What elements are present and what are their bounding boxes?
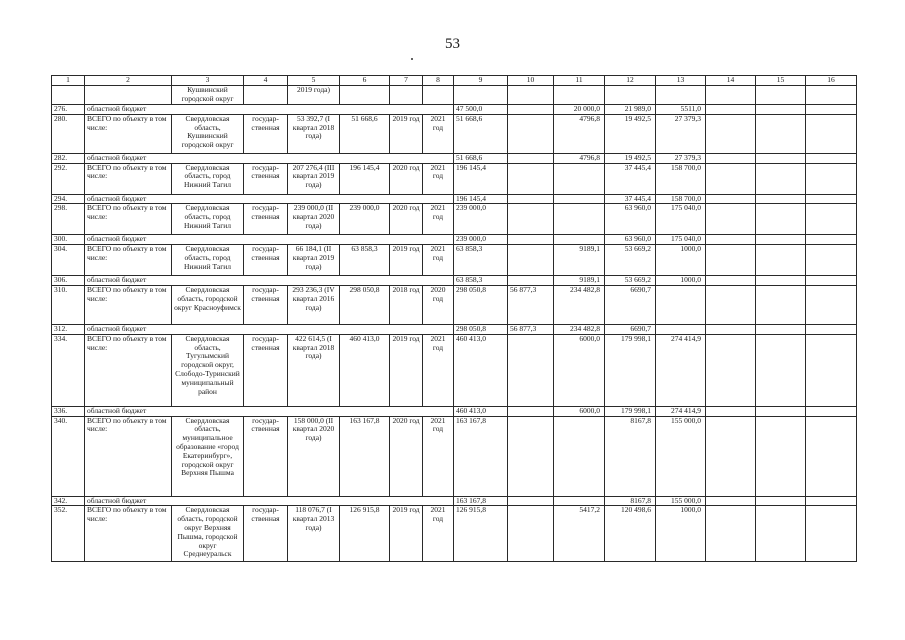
row-number: 340.	[52, 416, 85, 496]
budget-label: областной бюджет	[85, 235, 454, 245]
ownership: государ-ственная	[244, 163, 288, 194]
empty-cell	[806, 406, 857, 416]
budget-label: областной бюджет	[85, 496, 454, 506]
end-year	[423, 86, 454, 105]
estimated-cost: 207 276,4 (III квартал 2019 года)	[288, 163, 340, 194]
empty-cell	[806, 204, 857, 235]
funding-total: 196 145,4	[454, 163, 508, 194]
funding-col-12: 37 445,4	[605, 194, 656, 204]
end-year: 2021 год	[423, 114, 454, 153]
start-year: 2020 год	[390, 416, 423, 496]
object-location: Свердловская область, городской округ Красноуфимск	[172, 285, 244, 324]
start-year: 2018 год	[390, 285, 423, 324]
empty-cell	[806, 245, 857, 276]
col-header: 2	[85, 76, 172, 86]
funding-col-13	[656, 285, 706, 324]
end-year: 2021 год	[423, 163, 454, 194]
funding-col-13: 27 379,3	[656, 153, 706, 163]
ownership	[244, 86, 288, 105]
empty-cell	[756, 285, 806, 324]
funding-col-10	[508, 245, 554, 276]
object-name: ВСЕГО по объекту в том числе:	[85, 334, 172, 406]
row-number: 292.	[52, 163, 85, 194]
end-year: 2021 год	[423, 204, 454, 235]
funding-col-13: 158 700,0	[656, 194, 706, 204]
empty-cell	[756, 114, 806, 153]
empty-cell	[806, 86, 857, 105]
empty-cell	[706, 114, 756, 153]
row-number: 300.	[52, 235, 85, 245]
funding-col-12: 6690,7	[605, 324, 656, 334]
col-header: 15	[756, 76, 806, 86]
empty-cell	[706, 506, 756, 562]
total-cost: 63 858,3	[340, 245, 390, 276]
empty-cell	[756, 334, 806, 406]
empty-cell	[806, 153, 857, 163]
row-number: 304.	[52, 245, 85, 276]
empty-cell	[806, 324, 857, 334]
col-header: 12	[605, 76, 656, 86]
empty-cell	[756, 194, 806, 204]
col-header: 4	[244, 76, 288, 86]
funding-col-10	[508, 86, 554, 105]
object-location: Свердловская область, Тугулымский городской округ, Слободо-Туринский муниципальный район	[172, 334, 244, 406]
col-header: 14	[706, 76, 756, 86]
total-cost: 196 145,4	[340, 163, 390, 194]
funding-col-10	[508, 235, 554, 245]
funding-col-13: 274 414,9	[656, 334, 706, 406]
estimated-cost: 239 000,0 (II квартал 2020 года)	[288, 204, 340, 235]
object-location: Свердловская область, город Нижний Тагил	[172, 163, 244, 194]
funding-total: 63 858,3	[454, 245, 508, 276]
row-number: 334.	[52, 334, 85, 406]
funding-col-12: 53 669,2	[605, 276, 656, 286]
funding-total: 460 413,0	[454, 334, 508, 406]
object-location: Свердловская область, город Нижний Тагил	[172, 245, 244, 276]
empty-cell	[706, 416, 756, 496]
funding-total: 126 915,8	[454, 506, 508, 562]
total-cost: 51 668,6	[340, 114, 390, 153]
funding-col-11: 4796,8	[554, 114, 605, 153]
funding-col-11	[554, 163, 605, 194]
funding-col-10	[508, 276, 554, 286]
funding-col-13: 155 000,0	[656, 496, 706, 506]
funding-col-10	[508, 204, 554, 235]
row-number: 352.	[52, 506, 85, 562]
funding-total: 163 167,8	[454, 416, 508, 496]
row-number: 342.	[52, 496, 85, 506]
row-number: 294.	[52, 194, 85, 204]
empty-cell	[756, 235, 806, 245]
funding-col-13: 175 040,0	[656, 204, 706, 235]
funding-col-11: 4796,8	[554, 153, 605, 163]
empty-cell	[706, 105, 756, 115]
budget-row	[52, 235, 857, 245]
end-year: 2020 год	[423, 285, 454, 324]
empty-cell	[756, 245, 806, 276]
funding-col-13: 1000,0	[656, 245, 706, 276]
start-year	[390, 86, 423, 105]
funding-total: 196 145,4	[454, 194, 508, 204]
empty-cell	[756, 276, 806, 286]
start-year: 2019 год	[390, 506, 423, 562]
funding-col-13: 155 000,0	[656, 416, 706, 496]
stray-dot	[411, 58, 413, 60]
funding-col-12: 19 492,5	[605, 114, 656, 153]
col-header: 8	[423, 76, 454, 86]
empty-cell	[706, 235, 756, 245]
ownership: государ-ственная	[244, 204, 288, 235]
empty-cell	[706, 204, 756, 235]
budget-table	[51, 75, 857, 562]
empty-cell	[706, 153, 756, 163]
object-name: ВСЕГО по объекту в том числе:	[85, 285, 172, 324]
ownership: государ-ственная	[244, 245, 288, 276]
funding-col-10	[508, 114, 554, 153]
row-number: 306.	[52, 276, 85, 286]
row-number	[52, 86, 85, 105]
funding-col-10	[508, 105, 554, 115]
object-name: ВСЕГО по объекту в том числе:	[85, 245, 172, 276]
empty-cell	[806, 105, 857, 115]
empty-cell	[806, 334, 857, 406]
funding-col-10	[508, 334, 554, 406]
budget-label: областной бюджет	[85, 153, 454, 163]
funding-col-11	[554, 204, 605, 235]
empty-cell	[756, 406, 806, 416]
funding-col-10	[508, 163, 554, 194]
empty-cell	[706, 163, 756, 194]
object-name	[85, 86, 172, 105]
funding-col-12: 8167,8	[605, 416, 656, 496]
object-location: Свердловская область, муниципальное образование «город Екатеринбург», городской округ Верхняя Пышма	[172, 416, 244, 496]
funding-col-13: 1000,0	[656, 276, 706, 286]
funding-col-13: 5511,0	[656, 105, 706, 115]
empty-cell	[806, 416, 857, 496]
funding-col-12	[605, 86, 656, 105]
funding-col-12: 37 445,4	[605, 163, 656, 194]
empty-cell	[756, 86, 806, 105]
empty-cell	[706, 86, 756, 105]
empty-cell	[706, 496, 756, 506]
funding-col-11	[554, 416, 605, 496]
funding-col-11	[554, 86, 605, 105]
estimated-cost: 66 184,1 (II квартал 2019 года)	[288, 245, 340, 276]
budget-label: областной бюджет	[85, 406, 454, 416]
funding-col-12: 179 998,1	[605, 406, 656, 416]
col-header: 9	[454, 76, 508, 86]
budget-label: областной бюджет	[85, 194, 454, 204]
object-row	[52, 245, 857, 276]
empty-cell	[806, 496, 857, 506]
object-row	[52, 285, 857, 324]
col-header: 11	[554, 76, 605, 86]
funding-col-11	[554, 235, 605, 245]
total-cost: 239 000,0	[340, 204, 390, 235]
estimated-cost: 118 076,7 (I квартал 2013 года)	[288, 506, 340, 562]
empty-cell	[706, 285, 756, 324]
funding-col-12: 63 960,0	[605, 235, 656, 245]
row-number: 312.	[52, 324, 85, 334]
funding-col-11: 5417,2	[554, 506, 605, 562]
start-year: 2019 год	[390, 334, 423, 406]
budget-label: областной бюджет	[85, 105, 454, 115]
row-number: 298.	[52, 204, 85, 235]
object-location: Свердловская область, Кушвинский городской округ	[172, 114, 244, 153]
estimated-cost: 158 000,0 (II квартал 2020 года)	[288, 416, 340, 496]
col-header: 5	[288, 76, 340, 86]
funding-col-11	[554, 194, 605, 204]
end-year: 2021 год	[423, 245, 454, 276]
funding-col-13	[656, 86, 706, 105]
funding-col-11: 20 000,0	[554, 105, 605, 115]
budget-label: областной бюджет	[85, 324, 454, 334]
empty-cell	[806, 194, 857, 204]
funding-col-10	[508, 496, 554, 506]
estimated-cost: 53 392,7 (I квартал 2018 года)	[288, 114, 340, 153]
budget-row	[52, 194, 857, 204]
empty-cell	[706, 406, 756, 416]
empty-cell	[756, 496, 806, 506]
end-year: 2021 год	[423, 416, 454, 496]
funding-col-10	[508, 406, 554, 416]
empty-cell	[806, 235, 857, 245]
funding-col-12: 21 989,0	[605, 105, 656, 115]
funding-col-10	[508, 194, 554, 204]
funding-col-13	[656, 324, 706, 334]
object-name: ВСЕГО по объекту в том числе:	[85, 114, 172, 153]
start-year: 2020 год	[390, 163, 423, 194]
header-row	[52, 76, 857, 86]
funding-col-11: 234 482,8	[554, 324, 605, 334]
funding-total: 163 167,8	[454, 496, 508, 506]
start-year: 2019 год	[390, 245, 423, 276]
ownership: государ-ственная	[244, 334, 288, 406]
total-cost: 163 167,8	[340, 416, 390, 496]
estimated-cost: 2019 года)	[288, 86, 340, 105]
funding-col-12: 6690,7	[605, 285, 656, 324]
funding-col-10	[508, 153, 554, 163]
object-location: Кушвинский городской округ	[172, 86, 244, 105]
funding-total: 63 858,3	[454, 276, 508, 286]
col-header: 10	[508, 76, 554, 86]
col-header: 13	[656, 76, 706, 86]
funding-col-11: 9189,1	[554, 245, 605, 276]
object-name: ВСЕГО по объекту в том числе:	[85, 163, 172, 194]
budget-label: областной бюджет	[85, 276, 454, 286]
estimated-cost: 422 614,5 (I квартал 2018 года)	[288, 334, 340, 406]
funding-col-10	[508, 416, 554, 496]
budget-row	[52, 324, 857, 334]
funding-col-10: 56 877,3	[508, 324, 554, 334]
empty-cell	[706, 324, 756, 334]
row-number: 280.	[52, 114, 85, 153]
object-location: Свердловская область, город Нижний Тагил	[172, 204, 244, 235]
funding-col-13: 158 700,0	[656, 163, 706, 194]
empty-cell	[756, 153, 806, 163]
empty-cell	[806, 163, 857, 194]
budget-row	[52, 496, 857, 506]
funding-total: 298 050,8	[454, 285, 508, 324]
funding-total: 298 050,8	[454, 324, 508, 334]
budget-row	[52, 406, 857, 416]
empty-cell	[806, 114, 857, 153]
funding-total: 460 413,0	[454, 406, 508, 416]
object-name: ВСЕГО по объекту в том числе:	[85, 506, 172, 562]
row-number: 310.	[52, 285, 85, 324]
funding-col-11: 9189,1	[554, 276, 605, 286]
row-number: 336.	[52, 406, 85, 416]
funding-col-12: 120 498,6	[605, 506, 656, 562]
funding-col-13: 274 414,9	[656, 406, 706, 416]
page-number: 53	[445, 36, 460, 52]
object-row	[52, 416, 857, 496]
empty-cell	[756, 204, 806, 235]
funding-total: 239 000,0	[454, 235, 508, 245]
start-year: 2019 год	[390, 114, 423, 153]
empty-cell	[706, 245, 756, 276]
empty-cell	[806, 285, 857, 324]
empty-cell	[706, 334, 756, 406]
funding-col-12: 63 960,0	[605, 204, 656, 235]
object-name: ВСЕГО по объекту в том числе:	[85, 416, 172, 496]
funding-col-10	[508, 506, 554, 562]
object-row	[52, 114, 857, 153]
empty-cell	[756, 416, 806, 496]
object-name: ВСЕГО по объекту в том числе:	[85, 204, 172, 235]
empty-cell	[756, 324, 806, 334]
empty-cell	[756, 105, 806, 115]
funding-col-11	[554, 496, 605, 506]
funding-col-11: 6000,0	[554, 406, 605, 416]
empty-cell	[756, 506, 806, 562]
budget-row	[52, 276, 857, 286]
ownership: государ-ственная	[244, 506, 288, 562]
funding-col-13: 1000,0	[656, 506, 706, 562]
object-row	[52, 334, 857, 406]
total-cost: 126 915,8	[340, 506, 390, 562]
object-row	[52, 506, 857, 562]
row-number: 276.	[52, 105, 85, 115]
funding-col-12: 53 669,2	[605, 245, 656, 276]
budget-row	[52, 105, 857, 115]
empty-cell	[806, 276, 857, 286]
row-number: 282.	[52, 153, 85, 163]
col-header: 6	[340, 76, 390, 86]
object-row	[52, 163, 857, 194]
ownership: государ-ственная	[244, 416, 288, 496]
end-year: 2021 год	[423, 506, 454, 562]
empty-cell	[706, 194, 756, 204]
end-year: 2021 год	[423, 334, 454, 406]
funding-col-13: 27 379,3	[656, 114, 706, 153]
funding-col-12: 19 492,5	[605, 153, 656, 163]
funding-total: 47 500,0	[454, 105, 508, 115]
estimated-cost: 293 236,3 (IV квартал 2016 года)	[288, 285, 340, 324]
object-location: Свердловская область, городской округ Верхняя Пышма, городской округ Среднеуральск	[172, 506, 244, 562]
funding-total	[454, 86, 508, 105]
col-header: 16	[806, 76, 857, 86]
funding-col-11: 234 482,8	[554, 285, 605, 324]
col-header: 3	[172, 76, 244, 86]
object-row	[52, 86, 857, 105]
ownership: государ-ственная	[244, 114, 288, 153]
budget-row	[52, 153, 857, 163]
col-header: 7	[390, 76, 423, 86]
empty-cell	[706, 276, 756, 286]
ownership: государ-ственная	[244, 285, 288, 324]
start-year: 2020 год	[390, 204, 423, 235]
empty-cell	[756, 163, 806, 194]
object-row	[52, 204, 857, 235]
col-header: 1	[52, 76, 85, 86]
funding-total: 239 000,0	[454, 204, 508, 235]
funding-total: 51 668,6	[454, 153, 508, 163]
funding-col-13: 175 040,0	[656, 235, 706, 245]
total-cost	[340, 86, 390, 105]
funding-col-12: 8167,8	[605, 496, 656, 506]
funding-col-12: 179 998,1	[605, 334, 656, 406]
total-cost: 460 413,0	[340, 334, 390, 406]
funding-col-11: 6000,0	[554, 334, 605, 406]
funding-total: 51 668,6	[454, 114, 508, 153]
total-cost: 298 050,8	[340, 285, 390, 324]
funding-col-10: 56 877,3	[508, 285, 554, 324]
empty-cell	[806, 506, 857, 562]
